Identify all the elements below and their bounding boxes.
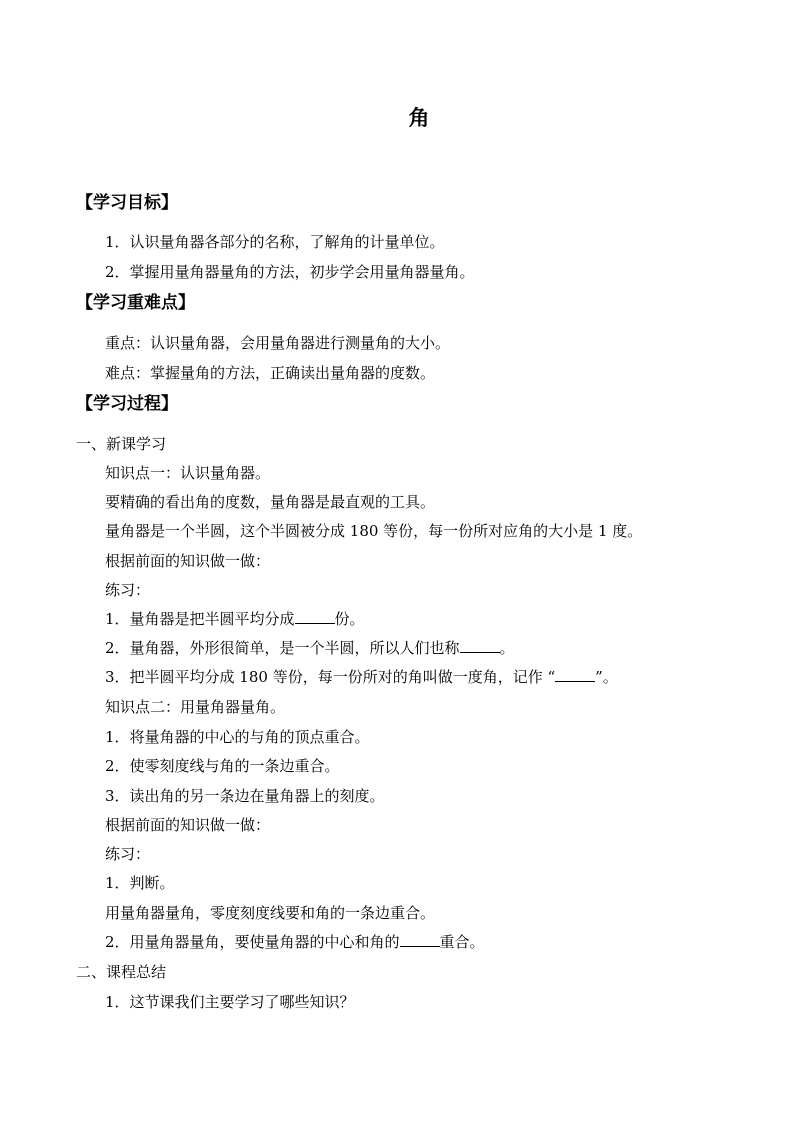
objectives-heading: 【学习目标】	[76, 193, 178, 213]
question-text: 。	[499, 639, 515, 657]
page-title: 角	[408, 105, 430, 130]
part1-heading: 一、新课学习	[76, 435, 167, 453]
practice-label: 练习：	[105, 581, 151, 599]
practice-label: 练习：	[105, 845, 151, 863]
summary-question: 1．这节课我们主要学习了哪些知识？	[105, 993, 355, 1011]
objective-item: 2．掌握用量角器量角的方法，初步学会用量角器量角。	[105, 263, 475, 281]
answer-blank[interactable]	[295, 609, 335, 624]
step-item: 2．使零刻度线与角的一条边重合。	[105, 757, 340, 775]
part2-heading: 二、课程总结	[76, 963, 167, 981]
question-text: 2．用量角器量角，要使量角器的中心和角的	[105, 933, 400, 951]
objective-item: 1．认识量角器各部分的名称，了解角的计量单位。	[105, 233, 445, 251]
process-heading: 【学习过程】	[76, 394, 178, 414]
key-point-item: 难点：掌握量角的方法，正确读出量角器的度数。	[105, 364, 436, 382]
question-text: 1．量角器是把半圆平均分成	[105, 610, 295, 628]
practice-question: 1．判断。	[105, 874, 175, 892]
key-points-heading: 【学习重难点】	[76, 293, 195, 313]
question-text: 重合。	[439, 933, 485, 951]
practice-question	[105, 667, 618, 687]
do-it-instruction: 根据前面的知识做一做：	[105, 552, 271, 570]
step-item: 1．将量角器的中心的与角的顶点重合。	[105, 728, 370, 746]
practice-question	[105, 609, 365, 629]
key-point-item: 重点：认识量角器，会用量角器进行测量角的大小。	[105, 334, 451, 352]
question-text: ”。	[595, 668, 618, 686]
question-text: 3．把半圆平均分成 180 等份，每一份所对的角叫做一度角，记作 “	[105, 668, 556, 686]
answer-blank[interactable]	[555, 667, 595, 682]
question-text: 2．量角器，外形很简单，是一个半圆，所以人们也称	[105, 639, 460, 657]
judgment-statement: 用量角器量角，零度刻度线要和角的一条边重合。	[105, 904, 436, 922]
knowledge-point-2-title: 知识点二：用量角器量角。	[105, 698, 286, 716]
answer-blank[interactable]	[400, 932, 440, 947]
practice-question	[105, 638, 515, 658]
practice-question	[105, 932, 485, 952]
question-text: 份。	[334, 610, 365, 628]
knowledge-point-1-title: 知识点一：认识量角器。	[105, 464, 271, 482]
knowledge-text: 要精确的看出角的度数，量角器是最直观的工具。	[105, 493, 436, 511]
step-item: 3．读出角的另一条边在量角器上的刻度。	[105, 787, 385, 805]
answer-blank[interactable]	[460, 638, 500, 653]
knowledge-text: 量角器是一个半圆，这个半圆被分成 180 等份，每一份所对应角的大小是 1 度。	[105, 522, 643, 540]
do-it-instruction: 根据前面的知识做一做：	[105, 816, 271, 834]
